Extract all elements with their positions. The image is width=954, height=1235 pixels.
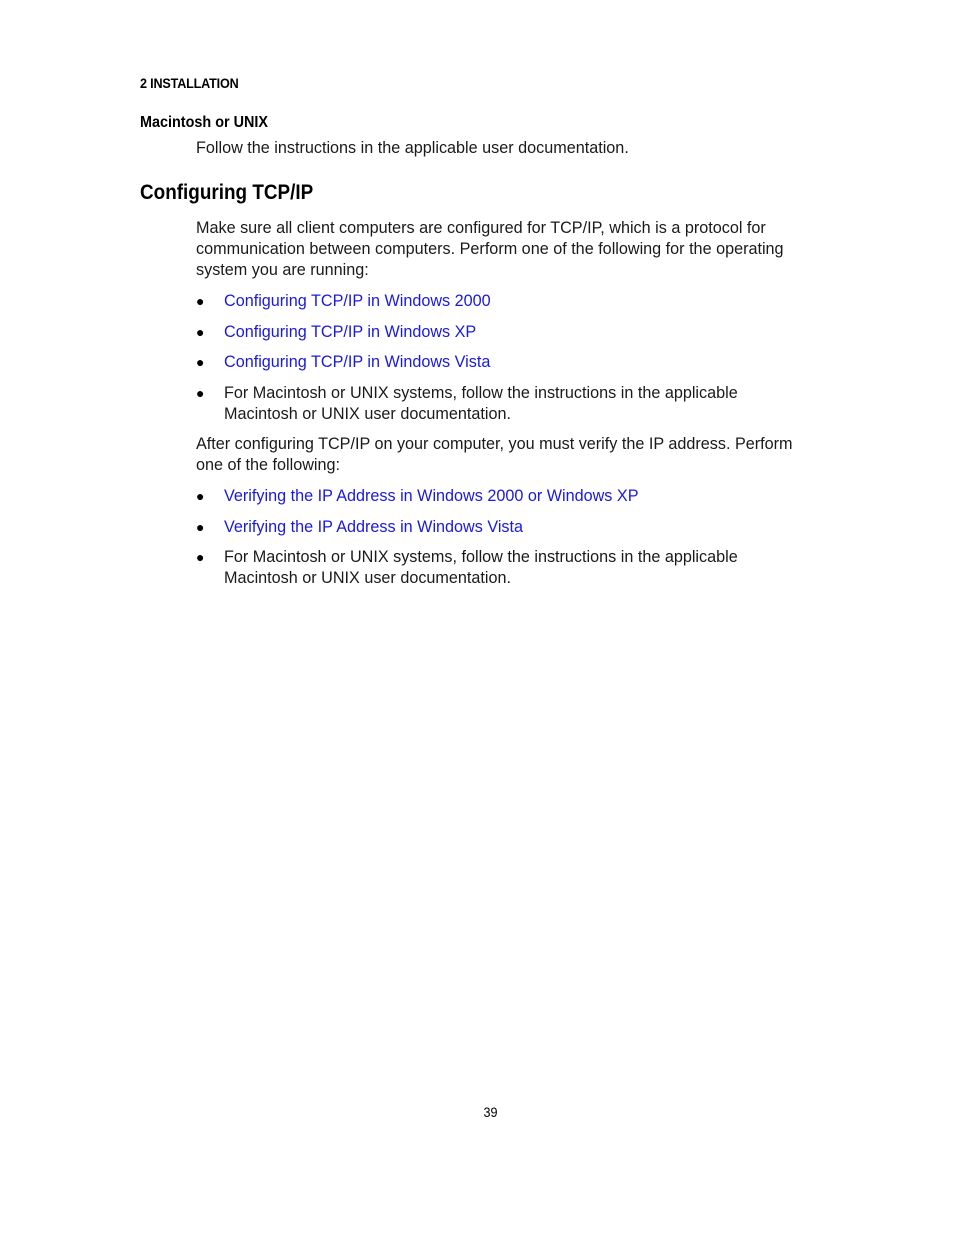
bullet-icon: ● [196, 488, 205, 504]
intro-line: communication between computers. Perform one of the following for the operating [196, 240, 784, 258]
tcpip-intro-paragraph [196, 218, 836, 281]
link-verify-win2000-xp[interactable]: Verifying the IP Address in Windows 2000 or Windows XP [224, 487, 639, 505]
link-verify-winvista[interactable]: Verifying the IP Address in Windows Vista [224, 517, 524, 536]
list-item [196, 322, 836, 343]
list-item [196, 486, 836, 507]
bullet-icon: ● [196, 323, 205, 340]
bullet-icon: ● [196, 293, 205, 309]
bullet-icon: ● [196, 384, 205, 401]
list-item [196, 352, 836, 373]
config-mac-line: For Macintosh or UNIX systems, follow the instructions in the applicable [224, 383, 738, 402]
verify-mac-line: For Macintosh or UNIX systems, follow the instructions in the applicable [224, 548, 738, 566]
running-header: 2 INSTALLATION [140, 75, 239, 91]
page-number: 39 [483, 1104, 498, 1120]
bullet-icon: ● [196, 518, 205, 535]
verify-line: one of the following: [196, 456, 340, 474]
config-bullet-list [196, 291, 836, 425]
list-item [196, 291, 836, 312]
mac-unix-body [196, 138, 836, 159]
list-item [196, 383, 836, 425]
intro-line: Make sure all client computers are configured for TCP/IP, which is a protocol for [196, 219, 766, 237]
bullet-icon: ● [196, 354, 205, 370]
link-config-winxp[interactable]: Configuring TCP/IP in Windows XP [224, 322, 477, 341]
bullet-icon: ● [196, 549, 205, 565]
verify-mac-line: Macintosh or UNIX user documentation. [224, 569, 512, 587]
verify-bullet-list [196, 486, 836, 589]
list-item [196, 547, 836, 589]
config-mac-line: Macintosh or UNIX user documentation. [224, 404, 512, 423]
verify-paragraph [196, 434, 836, 476]
mac-unix-heading: Macintosh or UNIX [140, 114, 269, 131]
verify-line: After configuring TCP/IP on your computer, you must verify the IP address. Perform [196, 435, 793, 453]
intro-line: system you are running: [196, 261, 369, 279]
link-config-win2000[interactable]: Configuring TCP/IP in Windows 2000 [224, 292, 491, 310]
mac-unix-text: Follow the instructions in the applicable user documentation. [196, 139, 629, 157]
link-config-winvista[interactable]: Configuring TCP/IP in Windows Vista [224, 353, 491, 371]
list-item [196, 517, 836, 538]
section-heading-tcpip: Configuring TCP/IP [140, 181, 314, 204]
